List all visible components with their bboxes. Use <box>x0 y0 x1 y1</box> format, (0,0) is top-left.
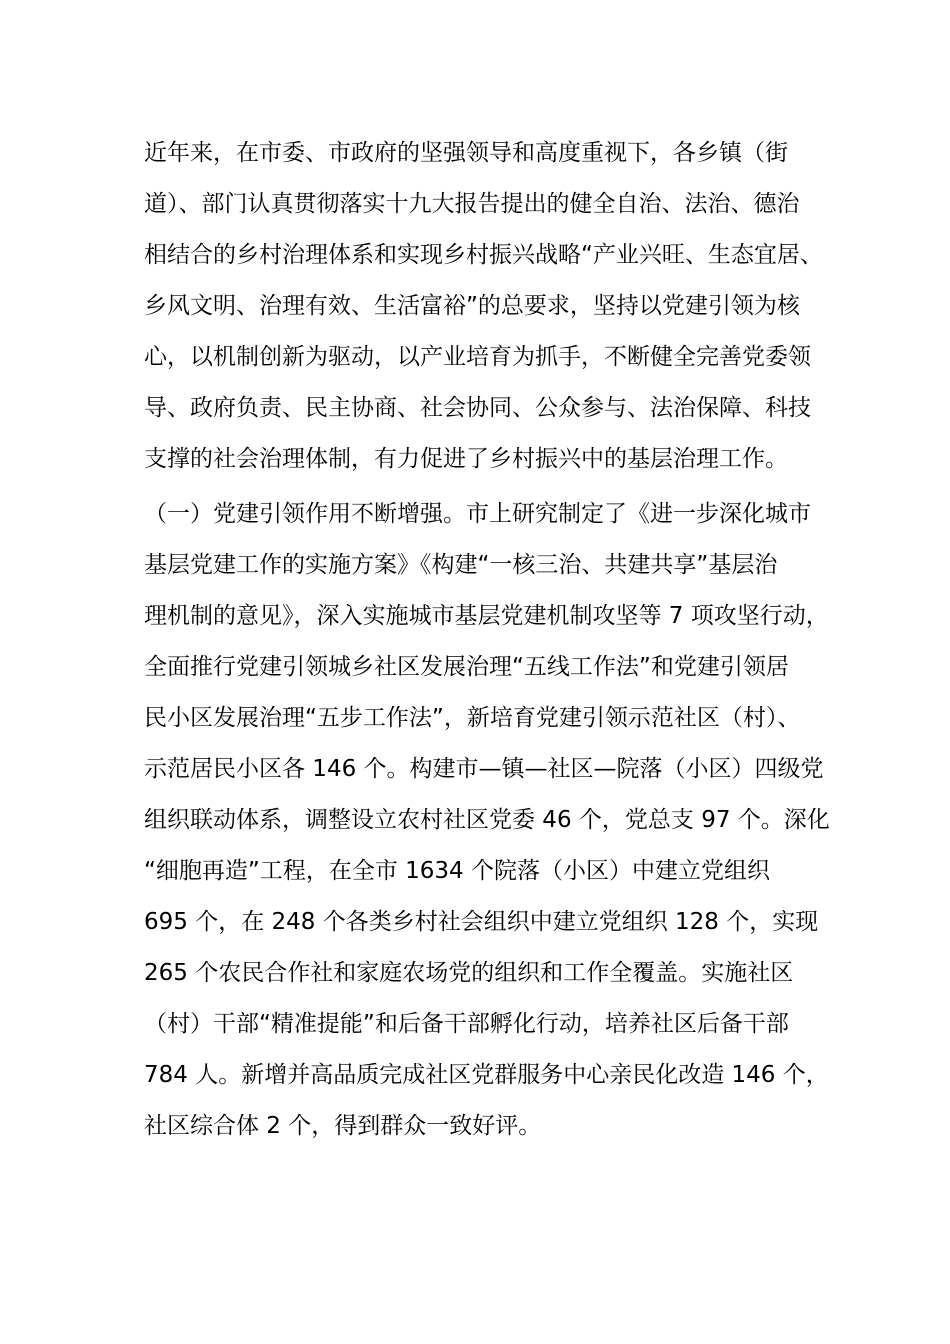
text-line: 乡风文明、治理有效、生活富裕”的总要求，坚持以党建引领为核 <box>144 293 800 319</box>
text-line: 784 人。新增并高品质完成社区党群服务中心亲民化改造 146 个， <box>144 1062 829 1088</box>
text-line: （一）党建引领作用不断增强。市上研究制定了《进一步深化城市 <box>144 501 811 527</box>
text-line: 近年来，在市委、市政府的坚强领导和高度重视下，各乡镇（街 <box>144 140 788 166</box>
text-line: “细胞再造”工程，在全市 1634 个院落（小区）中建立党组织 <box>144 858 770 884</box>
text-line: 心，以机制创新为驱动，以产业培育为抓手，不断健全完善党委领 <box>144 344 811 370</box>
text-line: 265 个农民合作社和家庭农场党的组织和工作全覆盖。实施社区 <box>144 960 794 986</box>
text-line: 示范居民小区各 146 个。构建市—镇—社区—院落（小区）四级党 <box>144 756 824 782</box>
paragraph-intro <box>144 128 824 485</box>
text-line: （村）干部“精准提能”和后备干部孵化行动，培养社区后备干部 <box>144 1011 789 1037</box>
text-line: 全面推行党建引领城乡社区发展治理“五线工作法”和党建引领居 <box>144 654 789 680</box>
text-line: 支撑的社会治理体制，有力促进了乡村振兴中的基层治理工作。 <box>144 446 788 472</box>
text-line: 导、政府负责、民主协商、社会协同、公众参与、法治保障、科技 <box>144 395 811 421</box>
paragraph-party-building <box>144 489 830 1152</box>
text-line: 民小区发展治理“五步工作法”，新培育党建引领示范社区（村）、 <box>144 705 801 731</box>
text-line: 695 个，在 248 个各类乡村社会组织中建立党组织 128 个，实现 <box>144 909 819 935</box>
text-line: 相结合的乡村治理体系和实现乡村振兴战略“产业兴旺、生态宜居、 <box>144 242 823 268</box>
text-line: 社区综合体 2 个，得到群众一致好评。 <box>144 1113 542 1139</box>
text-line: 理机制的意见》，深入实施城市基层党建机制攻坚等 7 项攻坚行动， <box>144 603 829 629</box>
text-line: 组织联动体系，调整设立农村社区党委 46 个，党总支 97 个。深化 <box>144 807 830 833</box>
text-line: 基层党建工作的实施方案》《构建“一核三治、共建共享”基层治 <box>144 552 778 578</box>
document-body <box>144 128 830 1152</box>
text-line: 道）、部门认真贯彻落实十九大报告提出的健全自治、法治、德治 <box>144 191 800 217</box>
